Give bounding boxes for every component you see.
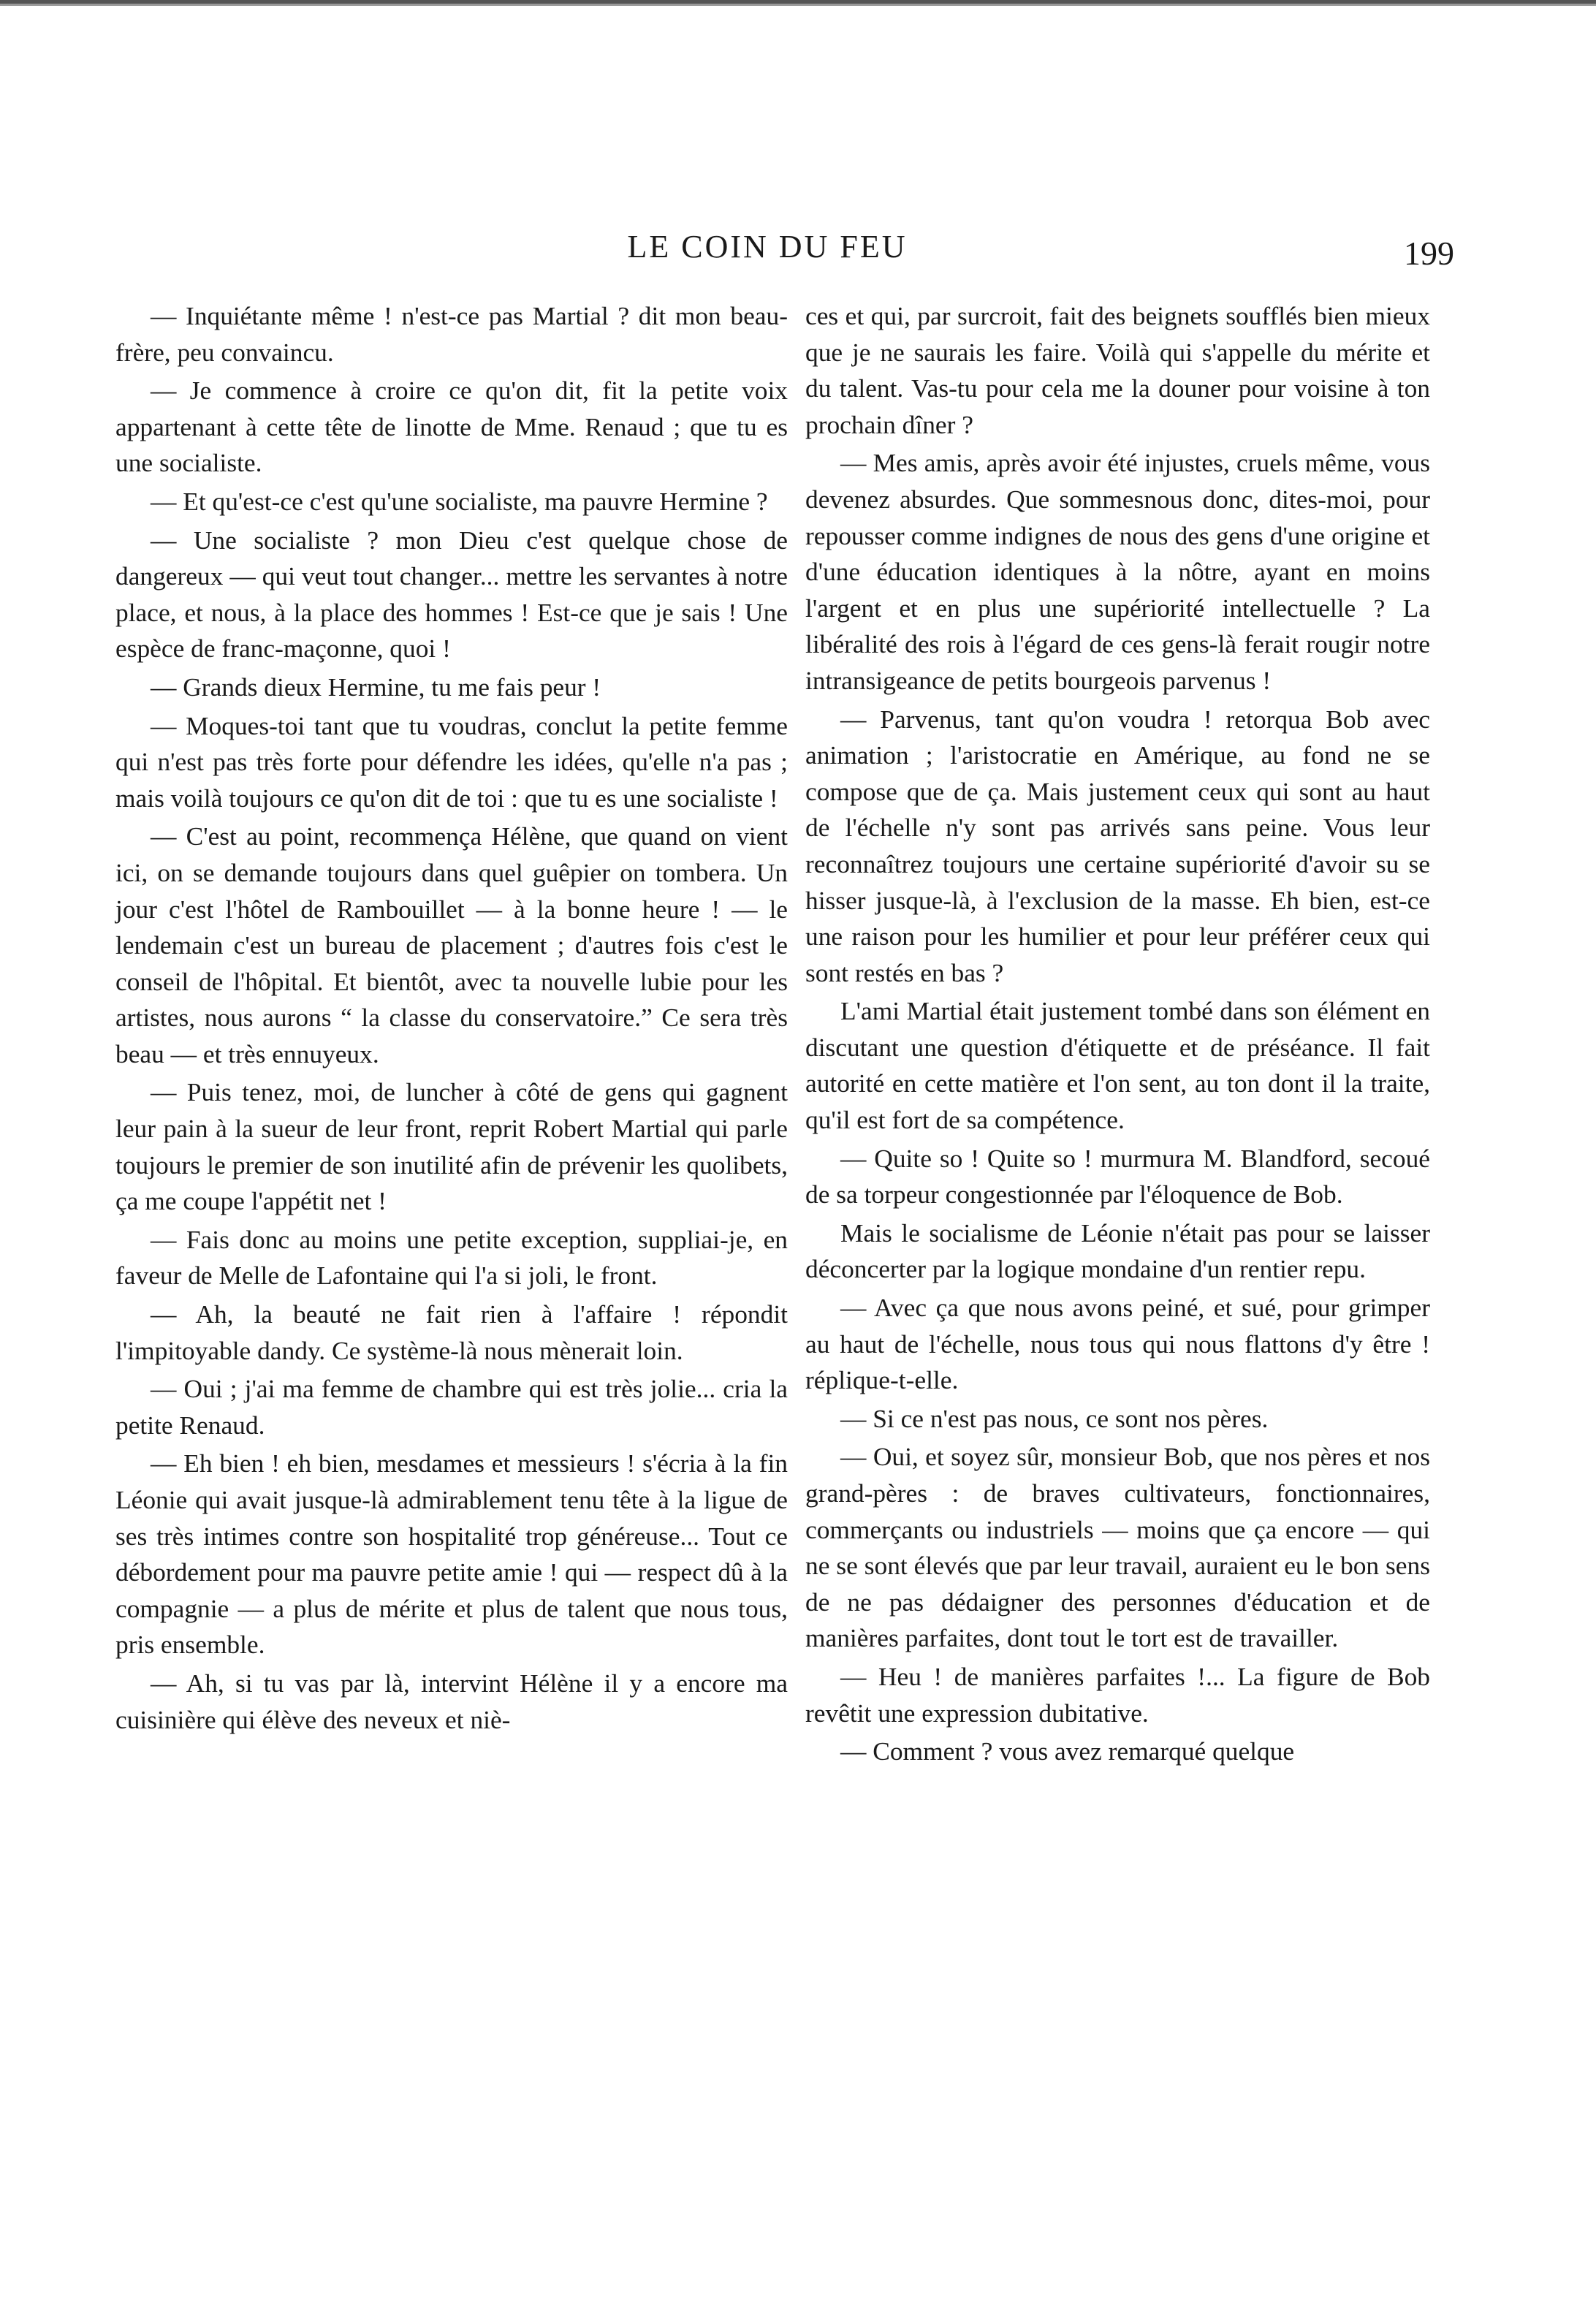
- paragraph: — Avec ça que nous avons peiné, et sué, pour grimper au haut de l'échelle, nous tous qui nous flattons d'y être ! réplique-t-elle.: [805, 1293, 1430, 1395]
- paragraph: L'ami Martial était justement tombé dans son élément en discutant une question d'étiquette et de préséance. Il fait autorité en cette matière et l'on sent, au ton dont il la traite, qu'il est fort de sa compétence.: [805, 996, 1430, 1135]
- paragraph: — C'est au point, recommença Hélène, que quand on vient ici, on se demande toujours dans quel guêpier on tombera. Un jour c'est l'hôtel de Rambouillet — à la bonne heure ! — le lendemain c'est un bureau de placement ; d'autres fois c'est le conseil de l'hôpital. Et bientôt, avec ta nouvelle lubie pour les artistes, nous aurons “ la classe du conservatoire.” Ce sera très beau — et très ennuyeux.: [115, 821, 788, 1068]
- paragraph: — Fais donc au moins une petite exception, suppliai-je, en faveur de Melle de Lafontaine qui l'a si joli, le front.: [115, 1224, 788, 1291]
- paragraph: — Oui ; j'ai ma femme de chambre qui est très jolie... cria la petite Renaud.: [115, 1374, 788, 1440]
- paragraph: — Grands dieux Hermine, tu me fais peur !: [151, 672, 601, 702]
- paragraph: — Ah, la beauté ne fait rien à l'affaire ! répondit l'impitoyable dandy. Ce système-là nous mènerait loin.: [115, 1299, 788, 1365]
- paragraph: — Si ce n'est pas nous, ce sont nos pères.: [840, 1403, 1269, 1433]
- paragraph: — Oui, et soyez sûr, monsieur Bob, que nos pères et nos grand-pères : de braves cultivateurs, fonctionnaires, commerçants ou industriels — moins que ça encore — qui ne se sont élevés que par leur travail, auraient eu le bon sens de ne pas dédaigner des personnes d'éducation et de manières parfaites, dont tout le tort est de travailler.: [805, 1442, 1430, 1653]
- paragraph: — Et qu'est-ce c'est qu'une socialiste, ma pauvre Hermine ?: [151, 486, 768, 516]
- page-number: 199: [1404, 235, 1454, 272]
- paragraph: — Moques-toi tant que tu voudras, conclut la petite femme qui n'est pas très forte pour défendre les idées, qu'elle n'a pas ; mais voilà toujours ce qu'on dit de toi : que tu es une socialiste !: [115, 710, 788, 813]
- left-column: [115, 298, 788, 1740]
- paragraph-continued: ces et qui, par surcroit, fait des beignets soufflés bien mieux que je ne saurais les faire. Voilà qui s'appelle du mérite et du talent. Vas-tu pour cela me la douner pour voisine à ton prochain dîner ?: [805, 301, 1430, 439]
- paragraph: — Eh bien ! eh bien, mesdames et messieurs ! s'écria à la fin Léonie qui avait jusque-là admirablement tenu tête à la ligue de ses très intimes contre son hospitalité trop généreuse... Tout ce débordement pour ma pauvre petite amie ! qui — respect dû à la compagnie — a plus de mérite et plus de talent que nous tous, pris ensemble.: [115, 1448, 788, 1660]
- paragraph: — Ah, si tu vas par là, intervint Hélène il y a encore ma cuisinière qui élève des neveux et niè-: [115, 1668, 788, 1734]
- right-column: [805, 298, 1430, 1772]
- paragraph: — Puis tenez, moi, de luncher à côté de gens qui gagnent leur pain à la sueur de leur front, reprit Robert Martial qui parle toujours le premier de son inutilité afin de prévenir les quolibets, ça me coupe l'appétit net !: [115, 1077, 788, 1216]
- running-title: LE COIN DU FEU: [627, 229, 908, 265]
- paragraph: — Je commence à croire ce qu'on dit, fit la petite voix appartenant à cette tête de linotte de Mme. Renaud ; que tu es une socialiste.: [115, 376, 788, 478]
- paragraph: — Inquiétante même ! n'est-ce pas Martial ? dit mon beau-frère, peu convaincu.: [115, 301, 788, 367]
- paragraph: Mais le socialisme de Léonie n'était pas pour se laisser déconcerter par la logique mondaine d'un rentier repu.: [805, 1218, 1430, 1284]
- paragraph: — Heu ! de manières parfaites !... La figure de Bob revêtit une expression dubitative.: [805, 1661, 1430, 1728]
- paragraph: — Parvenus, tant qu'on voudra ! retorqua Bob avec animation ; l'aristocratie en Amérique, au fond ne se compose que de ça. Mais justement ceux qui sont au haut de l'échelle n'y sont pas arrivés sans peine. Vous leur reconnaîtrez toujours une certaine supériorité d'avoir su se hisser jusque-là, à l'exclusion de la masse. Eh bien, est-ce une raison pour les humilier et pour leur préférer ceux qui sont restés en bas ?: [805, 704, 1430, 987]
- paragraph: — Quite so ! Quite so ! murmura M. Blandford, secoué de sa torpeur congestionnée par l'éloquence de Bob.: [805, 1143, 1430, 1210]
- top-edge-rule: [0, 0, 1596, 9]
- paragraph: — Comment ? vous avez remarqué quelque: [840, 1736, 1295, 1766]
- paragraph: — Mes amis, après avoir été injustes, cruels même, vous devenez absurdes. Que sommesnous donc, dites-moi, pour repousser comme indignes de nous des gens d'une origine et d'une éducation identiques à la nôtre, ayant en moins l'argent et en plus une supériorité intellectuelle ? La libéralité des rois à l'égard de ces gens-là ferait rougir notre intransigeance de petits bourgeois parvenus !: [805, 448, 1430, 695]
- paragraph: — Une socialiste ? mon Dieu c'est quelque chose de dangereux — qui veut tout changer... mettre les servantes à notre place, et nous, à la place des hommes ! Est-ce que je sais ! Une espèce de franc-maçonne, quoi !: [115, 525, 788, 664]
